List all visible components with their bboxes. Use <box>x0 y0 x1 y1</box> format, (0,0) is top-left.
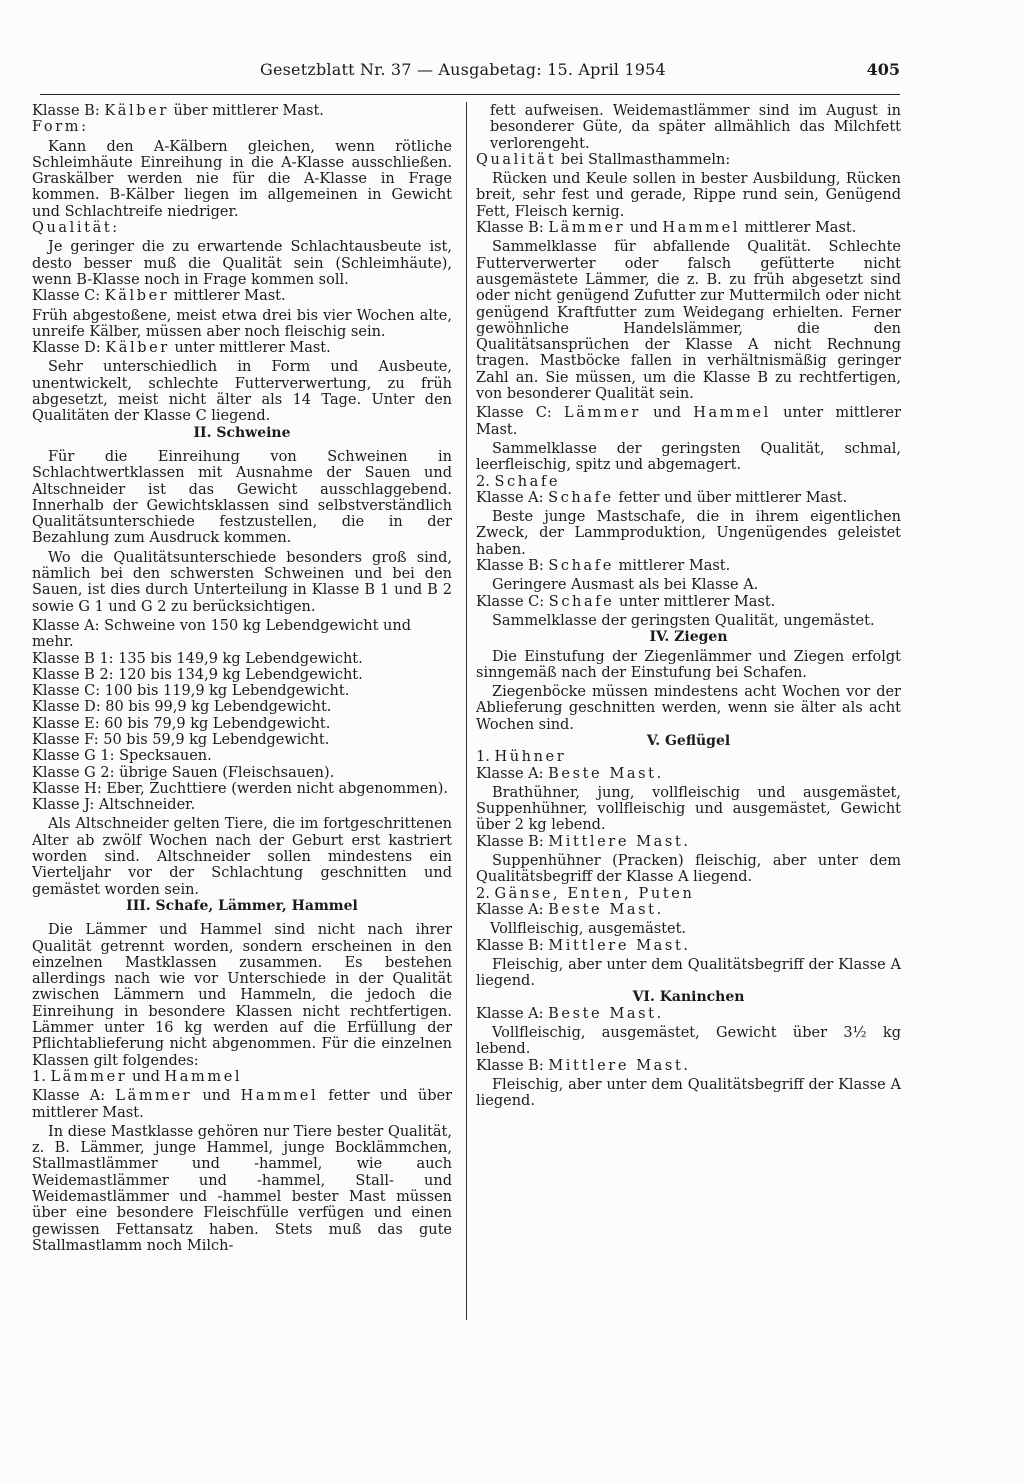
kaninchen-klasse-a-text: Vollfleischig, ausgemästet, Gewicht über 3½ kg lebend. <box>476 1025 901 1058</box>
klasse-c-kalber-text: Früh abgestoßene, meist etwa drei bis vier Wochen alte, unreife Kälber, müssen aber noch fleischig sein. <box>32 307 452 340</box>
lammer-klasse-a-line: Klasse A: Lämmer und Hammel fetter und über mittlerer Mast. <box>32 1088 453 1121</box>
lammer-klasse-b-line: Klasse B: Lämmer und Hammel mittlerer Mast. <box>476 220 857 237</box>
huhner-title: 1. Hühner <box>476 749 567 766</box>
huhner-klasse-b-line: Klasse B: Mittlere Mast. <box>476 833 691 850</box>
ganse-klasse-a-line: Klasse A: Beste Mast. <box>476 901 664 918</box>
form-text: Kann den A-Kälbern gleichen, wenn rötliche Schleimhäute Einreihung in die A-Klasse ausschließen. Graskälber werden nie für die A-Klasse in Frage kommen. B-Kälber liegen im allgemeinen in Gewicht und Schlachtreife niedriger. <box>32 138 452 220</box>
kaninchen-klasse-b-text: Fleischig, aber unter dem Qualitätsbegriff der Klasse A liegend. <box>476 1076 901 1110</box>
right-column <box>476 103 901 1110</box>
ganse-klasse-a-text: Vollfleischig, ausgemästet. <box>490 921 687 938</box>
lammer-klasse-b-text: Sammelklasse für abfallende Qualität. Schlechte Futterverwerter oder falsch gefütterte nicht ausgemästete Lämmer, die z. B. zu früh abgesetzt sind oder nicht genügend Zufutter zur Muttermilch oder nicht genügend Kraftfutter zum Weidegang erhielten. Ferner gewöhnliche Handelslämmer, die den Qualitätsansprüchen der Klasse A nicht Rechnung tragen. Mastböcke fallen in verhältnismäßig geringer Zahl an. Sie müssen, um die Klasse B zu rechtfertigen, von besonderer Qualität sein. <box>476 239 901 403</box>
schafe-klasse-b-line: Klasse B: Schafe mittlerer Mast. <box>476 558 731 575</box>
ganse-title: 2. Gänse, Enten, Puten <box>476 885 695 902</box>
lammer-klasse-c-text: Sammelklasse der geringsten Qualität, schmal, leerfleischig, spitz und abgemagert. <box>476 440 901 474</box>
klasse-d-kalber-text: Sehr unterschiedlich in Form und Ausbeute, unentwickelt, schlechte Futterverwertung, zu früh abgesetzt, meist nicht älter als 14 Tage. Unter den Qualitäten der Klasse C liegend. <box>32 359 452 425</box>
list-item: Klasse B 2: 120 bis 134,9 kg Lebendgewicht. <box>32 666 363 683</box>
klasse-b-kalber-line: Klasse B: Kälber über mittlerer Mast. <box>32 103 324 119</box>
list-item: Klasse G 2: übrige Sauen (Fleischsauen). <box>32 764 335 781</box>
lammer-hammel-title: 1. Lämmer und Hammel <box>32 1068 243 1085</box>
lammer-klasse-a-text: In diese Mastklasse gehören nur Tiere bester Qualität, z. B. Lämmer, junge Hammel, junge Bocklämmchen, Stallmastlämmer und -hammel, wie auch Weidemastlämmer und -hammel, Stall- und Weidemastlämmer und -hammel bester Mast müssen über eine besondere Fleischfülle verfügen und einen gewissen Fettansatz haben. Stets muß das gute Stallmastlamm noch Milch- <box>32 1123 452 1254</box>
stallmast-text: Rücken und Keule sollen in bester Ausbildung, Rücken breit, sehr fest und gerade, Rippe rund sein, Genügend Fett, Fleisch kernig. <box>476 171 901 220</box>
stallmast-label-line: Qualität bei Stallmasthammeln: <box>476 151 731 168</box>
ziegen-para-2: Ziegenböcke müssen mindestens acht Wochen vor der Ablieferung geschnitten werden, wenn sie älter als acht Wochen sind. <box>476 684 901 733</box>
list-item: Klasse A: Schweine von 150 kg Lebendgewicht und mehr. <box>32 617 411 651</box>
left-column <box>32 103 452 1254</box>
header-title: Gesetzblatt Nr. 37 — Ausgabetag: 15. April 1954 <box>260 60 666 79</box>
schafe-klasse-b-text: Geringere Ausmast als bei Klasse A. <box>492 577 759 594</box>
schweine-para-2: Wo die Qualitätsunterschiede besonders groß sind, nämlich bei den schwersten Schweinen und bei den Sauen, ist dies durch Unterteilung in Klasse B 1 und B 2 sowie G 1 und G 2 zu berücksichtigen. <box>32 549 452 615</box>
schweine-heading: II. Schweine <box>193 424 291 441</box>
page-header <box>40 60 900 95</box>
geflugel-heading: V. Geflügel <box>646 732 731 749</box>
klasse-d-kalber-line: Klasse D: Kälber unter mittlerer Mast. <box>32 340 331 357</box>
kaninchen-klasse-a-line: Klasse A: Beste Mast. <box>476 1005 664 1022</box>
huhner-klasse-b-text: Suppenhühner (Pracken) fleischig, aber unter dem Qualitätsbegriff der Klasse A liegend. <box>476 853 901 886</box>
schafe-klasse-c-text: Sammelklasse der geringsten Qualität, ungemästet. <box>492 612 875 629</box>
qualitat-text: Je geringer die zu erwartende Schlachtausbeute ist, desto besser muß die Qualität sein (Schleimhäute), wenn B-Klasse noch in Frage kommen soll. <box>32 239 452 288</box>
schafe-heading: III. Schafe, Lämmer, Hammel <box>126 897 358 914</box>
list-item: Klasse J: Altschneider. <box>32 797 196 814</box>
ganse-klasse-b-text: Fleischig, aber unter dem Qualitätsbegriff der Klasse A liegend. <box>476 956 901 990</box>
schafe-klasse-a-line: Klasse A: Schafe fetter und über mittlerer Mast. <box>476 489 848 506</box>
ziegen-heading: IV. Ziegen <box>649 629 728 646</box>
schafe-klasse-c-line: Klasse C: Schafe unter mittlerer Mast. <box>476 593 776 610</box>
continuation-text: fett aufweisen. Weidemastlämmer sind im August in besonderer Güte, da später allmählich das Milchfett verlorengeht. <box>490 103 901 152</box>
list-item: Klasse D: 80 bis 99,9 kg Lebendgewicht. <box>32 699 332 716</box>
schafe-section-title: 2. Schafe <box>476 473 561 490</box>
schafe-klasse-a-text: Beste junge Mastschafe, die in ihrem eigentlichen Zweck, der Lammproduktion, Ungenügendes geleistet haben. <box>476 509 901 558</box>
klasse-c-kalber-line: Klasse C: Kälber mittlerer Mast. <box>32 288 286 305</box>
lammer-klasse-c-line: Klasse C: Lämmer und Hammel unter mittlerer Mast. <box>476 405 902 438</box>
ganse-klasse-b-line: Klasse B: Mittlere Mast. <box>476 937 691 954</box>
list-item: Klasse E: 60 bis 79,9 kg Lebendgewicht. <box>32 715 331 732</box>
page-number: 405 <box>866 60 900 79</box>
form-label: Form: <box>32 119 89 136</box>
list-item: Klasse H: Eber, Zuchttiere (werden nicht abgenommen). <box>32 780 449 797</box>
list-item: Klasse C: 100 bis 119,9 kg Lebendgewicht. <box>32 683 350 700</box>
ziegen-para-1: Die Einstufung der Ziegenlämmer und Ziegen erfolgt sinngemäß nach der Einstufung bei Schafen. <box>476 648 901 681</box>
schweine-para-1: Für die Einreihung von Schweinen in Schlachtwertklassen mit Ausnahme der Sauen und Altschneider ist das Gewicht ausschlaggebend. Innerhalb der Gewichtsklassen sind selbstverständlich Qualitätsunterschiede festzustellen, die in der Bezahlung zum Ausdruck kommen. <box>32 448 452 547</box>
list-item: Klasse B 1: 135 bis 149,9 kg Lebendgewicht. <box>32 650 363 667</box>
schweine-klassen-list <box>32 618 452 814</box>
kaninchen-heading: VI. Kaninchen <box>632 989 745 1006</box>
list-item: Klasse G 1: Specksauen. <box>32 748 212 765</box>
qualitat-label: Qualität: <box>32 220 120 237</box>
huhner-klasse-a-text: Brathühner, jung, vollfleischig und ausgemästet, Suppenhühner, vollfleischig und ausgemästet, Gewicht über 2 kg lebend. <box>476 784 901 834</box>
huhner-klasse-a-line: Klasse A: Beste Mast. <box>476 765 664 782</box>
schafe-intro: Die Lämmer und Hammel sind nicht nach ihrer Qualität getrennt worden, sondern erscheinen in den einzelnen Mastklassen zusammen. Es bestehen allerdings nach wie vor Unterschiede in der Qualität zwischen Lämmern und Hammeln, die jedoch die Einreihung in besondere Klassen nicht rechtfertigen. Lämmer unter 16 kg werden auf die Erfüllung der Pflichtablieferung nicht abgenommen. Für die einzelnen Klassen gilt folgendes: <box>32 922 452 1069</box>
column-divider <box>466 102 467 1320</box>
list-item: Klasse F: 50 bis 59,9 kg Lebendgewicht. <box>32 731 330 748</box>
altschneider-text: Als Altschneider gelten Tiere, die im fortgeschrittenen Alter ab zwölf Wochen nach der Geburt erst kastriert worden sind. Altschneider sollen mindestens ein Vierteljahr vor der Schlachtung geschnitten und gemästet worden sein. <box>32 816 452 898</box>
kaninchen-klasse-b-line: Klasse B: Mittlere Mast. <box>476 1057 691 1074</box>
